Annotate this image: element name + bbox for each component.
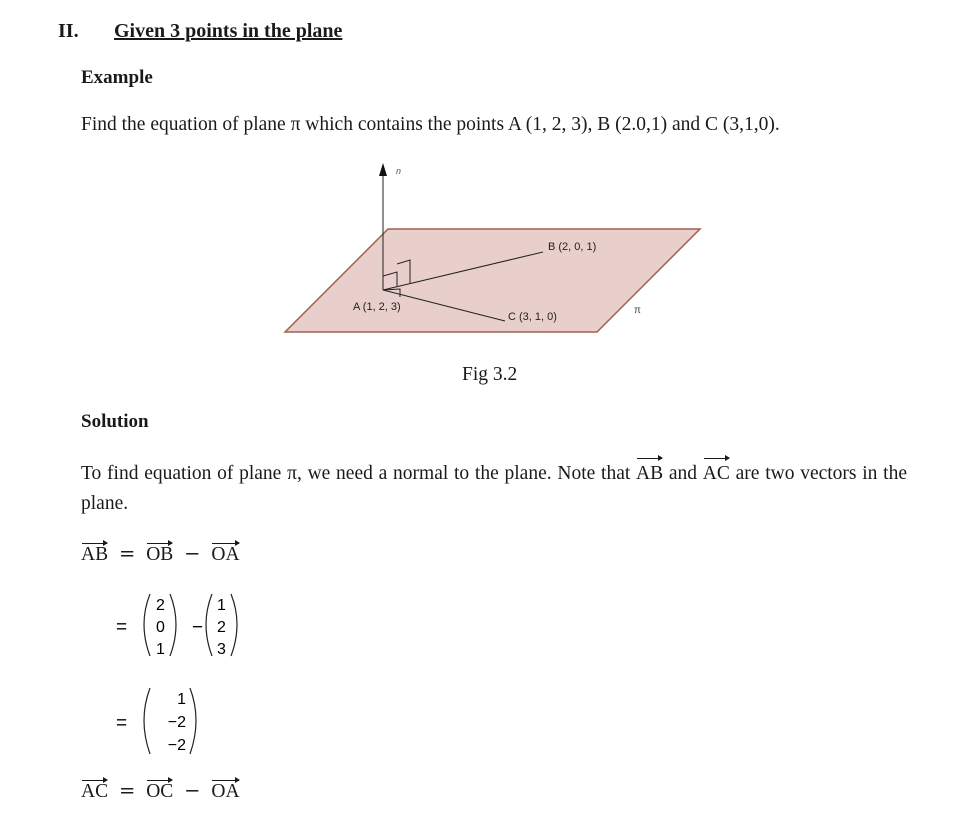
vector-OB: OB <box>146 544 174 565</box>
AB-col-0: 1 <box>177 691 186 708</box>
OB-col-1: 0 <box>156 619 165 636</box>
right-paren <box>190 688 196 754</box>
vector-AC: AC <box>703 459 730 489</box>
left-paren <box>206 594 212 656</box>
vector-OC: OC <box>146 781 174 802</box>
example-text: Find the equation of plane π which contains the points A (1, 2, 3), B (2.0,1) and C (3,1,0). <box>81 114 780 135</box>
vector-OA-2: OA <box>211 781 240 802</box>
solution-paragraph <box>81 459 907 519</box>
example-heading: Example <box>81 67 153 88</box>
vector-AC-lhs: AC <box>81 781 109 802</box>
solution-text-part2: are two vectors in the plane. <box>81 463 908 514</box>
right-paren <box>170 594 176 656</box>
point-C-label: C (3, 1, 0) <box>508 311 557 323</box>
equals-sign: = <box>116 617 128 638</box>
normal-label: n <box>396 166 402 176</box>
column-vectors-subtraction <box>100 586 260 666</box>
minus-sign: − <box>184 542 201 565</box>
minus-sign: − <box>192 617 204 638</box>
AB-col-2: −2 <box>167 737 186 754</box>
OA-col-1: 2 <box>217 619 226 636</box>
section-title: Given 3 points in the plane <box>114 20 343 42</box>
vector-OA: OA <box>211 544 240 565</box>
vector-AB-lhs: AB <box>81 544 109 565</box>
solution-heading: Solution <box>81 411 149 432</box>
equation-AB-definition <box>81 542 240 566</box>
normal-arrowhead <box>379 163 387 176</box>
point-A-label: A (1, 2, 3) <box>353 301 401 313</box>
solution-text-part1: To find equation of plane π, we need a normal to the plane. Note that <box>81 463 637 484</box>
plane-figure <box>0 155 966 355</box>
solution-text-and: and <box>663 463 703 484</box>
OB-col-0: 2 <box>156 597 165 614</box>
OA-col-0: 1 <box>217 597 226 614</box>
minus-sign: − <box>184 779 201 802</box>
vector-AB: AB <box>636 459 663 489</box>
equation-AC-definition <box>81 779 240 803</box>
column-vector-result <box>100 682 220 762</box>
section-number: II. <box>58 20 79 42</box>
left-paren <box>144 594 150 656</box>
equals-sign: = <box>118 779 136 802</box>
AB-col-1: −2 <box>167 714 186 731</box>
equals-sign: = <box>116 713 128 734</box>
figure-caption: Fig 3.2 <box>462 364 518 385</box>
OB-col-2: 1 <box>156 641 165 658</box>
plane-pi-label: π <box>634 305 641 316</box>
OA-col-2: 3 <box>217 641 226 658</box>
plane-shape <box>285 229 700 332</box>
equals-sign: = <box>118 542 136 565</box>
right-paren <box>231 594 237 656</box>
point-B-label: B (2, 0, 1) <box>548 241 597 253</box>
left-paren <box>144 688 150 754</box>
